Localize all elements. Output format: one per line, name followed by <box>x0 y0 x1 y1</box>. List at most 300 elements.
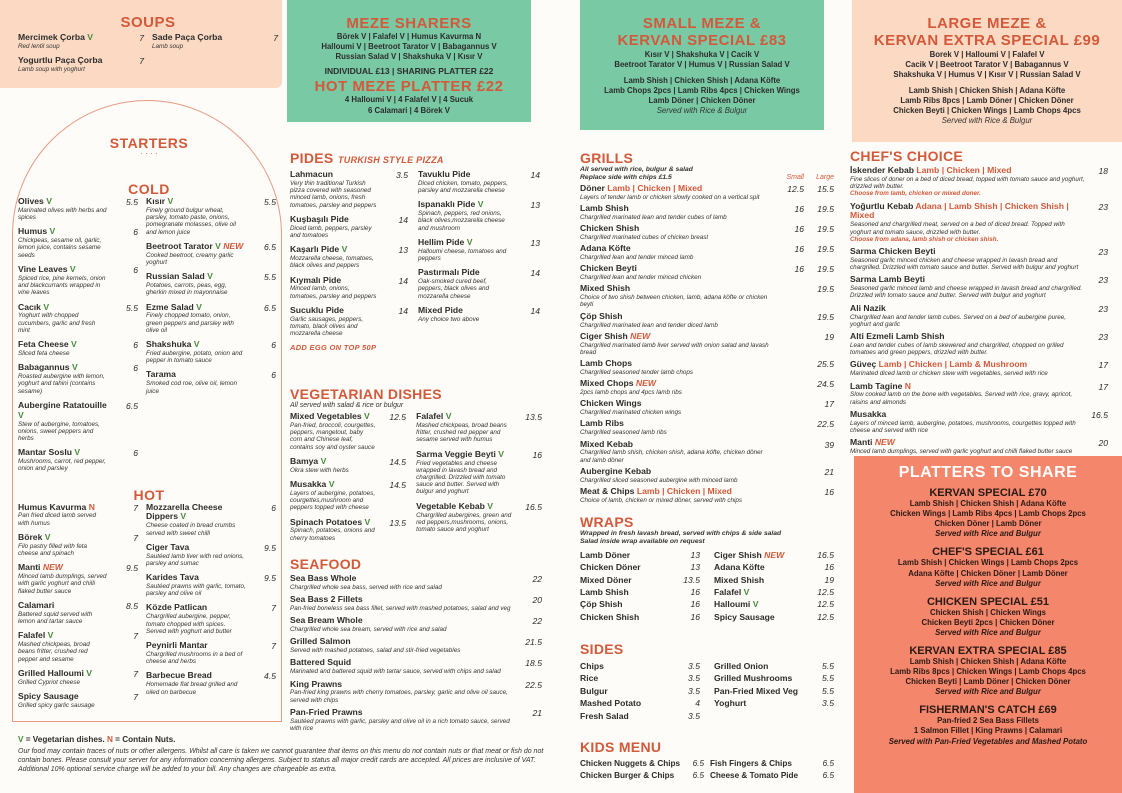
menu-item <box>418 306 540 323</box>
item-price: 16 <box>532 449 542 460</box>
item-desc: Potatoes, carrots, peas, egg, gherkin mixed in mayonnaise <box>146 282 228 297</box>
item-name: Ciger Tava <box>146 541 190 552</box>
item-price: 8.5 <box>126 600 138 611</box>
hot-title: HOT <box>133 486 165 503</box>
veg-tag: V <box>364 516 371 527</box>
item-name: Karides Tava <box>146 572 199 583</box>
item-desc: Any choice two above <box>418 315 480 323</box>
item-desc: Choice of lamb, chicken or mixed döner, served with chips <box>580 496 743 504</box>
menu-item <box>146 242 276 266</box>
item-name: Lamb Ribs <box>580 418 624 429</box>
item-name: Barbecue Bread <box>146 670 212 681</box>
item-desc: Roasted aubergine with lemon, yoghurt and tahini (contains sesame) <box>18 373 105 395</box>
item-desc: Filo pastry filled with feta cheese and spinach <box>18 542 87 558</box>
small-meze-title-2: KERVAN SPECIAL £83 <box>617 32 787 50</box>
item-name: Cheese & Tomato Pide <box>710 771 799 781</box>
item-name: Pan-Fried Mixed Veg <box>714 685 799 696</box>
item-name: Kısır <box>146 196 166 206</box>
platter-served: Served with Rice and Bulgur <box>935 529 1041 539</box>
item-desc: Grilled spicy garlic sausage <box>18 701 95 709</box>
nuts-tag: N <box>88 501 95 512</box>
vegetarian-section <box>290 386 542 548</box>
list-item <box>580 685 700 697</box>
chef-item <box>850 382 1108 406</box>
menu-item <box>18 563 138 595</box>
hot-meze-line: 6 Calamari | 4 Börek V <box>368 105 450 115</box>
list-item <box>714 611 834 623</box>
item-desc: Layers of aubergine, potatoes, courgettes,mushroom and peppers topped with cheese <box>290 489 376 512</box>
item-desc: Minced lamb dumplings, served with garlic yoghurt and chilli flaked butter sauce <box>850 448 1073 456</box>
veg-tag: V <box>71 339 77 350</box>
item-price: 14 <box>530 268 540 279</box>
item-price: 17 <box>1098 381 1108 392</box>
item-desc: Fine slices of doner on a bed of diced bread, topped with tomato sauce and yoghurt, drizzled with butter. <box>850 175 1085 191</box>
wraps-title: WRAPS <box>580 514 634 530</box>
item-price: 6.5 <box>692 771 704 781</box>
price-large: 39 <box>824 439 834 450</box>
platter-line: Chicken Shish | Chicken Wings <box>929 607 1047 617</box>
veg-tag: V <box>328 478 335 489</box>
price-large: 24.5 <box>817 379 834 390</box>
veg-tag: V <box>487 500 493 511</box>
grill-item <box>580 204 834 221</box>
menu-item <box>146 671 276 695</box>
new-badge: NEW <box>630 330 651 341</box>
item-desc: Oak-smoked cured beef, peppers, black olives and mozzarella cheese <box>418 278 490 300</box>
item-desc: Sliced feta cheese <box>18 349 70 357</box>
item-price: 12.5 <box>817 599 834 610</box>
item-name: Chicken Beyti <box>580 263 637 274</box>
menu-item <box>146 503 276 537</box>
new-badge: NEW <box>223 240 244 251</box>
item-name: Mixed Shish <box>714 574 765 585</box>
platter-line: Adana Köfte | Chicken Döner | Lamb Döner <box>908 568 1068 578</box>
item-desc: Chargrilled lean and tender lamb cubes. Served on a bed of aubergine puree, yoghurt and garlic <box>850 313 1066 328</box>
item-price: 5.5 <box>126 197 138 207</box>
hot-meze-title: HOT MEZE PLATTER £22 <box>314 78 504 96</box>
item-price: 14 <box>398 214 408 225</box>
legend-n: N <box>106 735 113 744</box>
item-name: Kuşbaşılı Pide <box>290 213 349 224</box>
item-desc: Chargrilled marinated lamb liver served with onion salad and lavash bread <box>580 341 769 356</box>
kids-item <box>580 770 704 782</box>
platter-line: Chicken Beyti 2pcs | Chicken Döner <box>921 617 1055 627</box>
item-desc: Served with mashed potatoes, salad and stir-fried vegetables <box>290 647 461 655</box>
item-name: Çöp Shish <box>580 599 623 610</box>
grills-title: GRILLS <box>580 150 634 166</box>
wraps-section <box>580 514 834 623</box>
menu-item <box>18 227 138 259</box>
menu-item <box>290 245 408 269</box>
menu-item <box>18 692 138 709</box>
item-price: 18.5 <box>525 658 542 669</box>
price-large: 19.5 <box>817 203 834 214</box>
platter-line: Chicken Döner | Lamb Döner <box>934 519 1042 529</box>
item-price: 14 <box>398 275 408 286</box>
small-meze-served: Served with Rice & Bulgur <box>656 106 748 116</box>
list-item <box>714 598 834 610</box>
platter <box>858 487 1118 538</box>
new-badge: NEW <box>42 562 63 573</box>
item-name: Pastırmalı Pide <box>418 267 480 278</box>
menu-item <box>18 669 138 686</box>
item-name: Mixed Chops <box>580 378 634 389</box>
item-name: Spicy Sausage <box>18 690 79 701</box>
meze-line: Börek V | Falafel V | Humus Kavurma N <box>336 32 482 41</box>
vegetarian-subtitle: All served with salad & rice or bulgur <box>290 402 404 409</box>
menu-item <box>290 306 408 338</box>
item-desc: Red lentil soup <box>18 42 60 50</box>
list-item <box>714 574 834 586</box>
item-desc: Halloumi cheese, tomatoes and peppers <box>418 247 507 263</box>
item-name: Yogurtlu Paça Çorba <box>18 55 103 66</box>
item-price: 7 <box>133 691 138 702</box>
item-desc: Chargrilled lean and tender minced chicken <box>580 274 702 282</box>
chef-item <box>850 166 1108 198</box>
item-price: 22.5 <box>525 679 542 690</box>
item-price: 3.5 <box>688 661 700 671</box>
item-desc: Slow cooked lamb on the bone with vegetables. Served with rice, gravy, apricot, raisins and almonds <box>850 391 1073 406</box>
hot-meze-line: 4 Halloumi V | 4 Falafel V | 4 Sucuk <box>344 95 474 105</box>
large-meze-line: Borek V | Halloumi V | Falafel V <box>929 49 1045 59</box>
seafood-item <box>290 595 542 612</box>
item-name: Adana Köfte <box>580 243 631 254</box>
item-price: 7 <box>133 532 138 543</box>
grill-item <box>580 264 834 281</box>
item-desc: Diced lamb, peppers, parsley and tomatoes <box>290 224 372 239</box>
cold-col-left <box>18 197 138 479</box>
kids-item <box>580 758 704 770</box>
item-price: 12.5 <box>389 412 407 423</box>
item-price: 9.5 <box>264 542 276 553</box>
menu-item <box>418 268 540 300</box>
grill-item <box>580 284 834 308</box>
seafood-item <box>290 574 542 591</box>
item-price: 6 <box>271 502 276 513</box>
veg-tag: V <box>743 586 750 597</box>
menu-item <box>290 457 406 474</box>
item-name: Grilled Mushrooms <box>714 673 793 684</box>
item-price: 5.5 <box>822 673 834 684</box>
new-badge: NEW <box>635 378 656 389</box>
large-meze-title-2: KERVAN EXTRA SPECIAL £99 <box>873 32 1101 50</box>
item-desc: Marinated diced lamb or chicken stew with vegetables, served with rice <box>850 370 1048 378</box>
item-price: 9.5 <box>264 573 276 584</box>
item-name: Rice <box>580 673 599 684</box>
item-name: Ispanaklı Pide <box>418 199 476 210</box>
item-desc: Chargrilled whole sea bass, served with rice and salad <box>290 583 442 591</box>
chef-item <box>850 275 1108 299</box>
pides-col-right <box>418 170 540 343</box>
item-name: Chicken Wings <box>580 398 642 409</box>
price-large: 19 <box>824 331 834 342</box>
item-desc: Fried vegetables and cheese wrapped in lavash bread and chargrilled. Drizzled with tomato sauce and butter. Served with bulgur and yoghurt <box>416 459 506 496</box>
menu-item <box>18 265 138 297</box>
item-price: 7 <box>139 33 144 43</box>
item-price: 7 <box>133 631 138 642</box>
veg-tag: V <box>86 667 93 678</box>
item-desc: Spiced rice, pine kernels, onion and blackcurrants wrapped in vine leaves <box>18 274 106 297</box>
list-item <box>714 586 834 598</box>
item-desc: Chargrilled marinated lean and tender diced lamb <box>580 321 718 329</box>
item-name: Cacık <box>18 301 41 312</box>
item-name: Mixed Kebab <box>580 438 634 449</box>
legend-n-text: = Contain Nuts. <box>112 735 176 744</box>
menu-item <box>18 601 138 625</box>
item-options: Adana | Lamb Shish | Chicken Shish | Mixed <box>850 200 1069 221</box>
item-name: Sucuklu Pide <box>290 304 344 315</box>
price-large: 21 <box>824 466 834 477</box>
item-name: Ciger Shish <box>580 330 628 341</box>
item-name: Sade Paça Çorba <box>152 32 223 42</box>
veg-tag: V <box>477 199 484 210</box>
grill-item <box>580 379 834 396</box>
footer <box>18 735 548 774</box>
item-name: Pan-Fried Prawns <box>290 706 363 717</box>
sides-col-right <box>714 660 834 722</box>
grill-item <box>580 184 834 201</box>
col-small-header: Small <box>786 173 804 181</box>
menu-item <box>290 215 408 239</box>
menu-item <box>18 503 138 527</box>
price-small: 16 <box>794 203 804 214</box>
veg-tag: V <box>193 339 200 350</box>
kids-item <box>710 770 834 782</box>
platter-line: Pan-fried 2 Sea Bass Fillets <box>937 716 1039 726</box>
item-desc: Mozzarella cheese, tomatoes, black olives and peppers <box>290 255 374 270</box>
item-name: Chicken Burger & Chips <box>580 771 675 781</box>
allergen-note: Our food may contain traces of nuts or other allergens. Whilst all care is taken we cannot guarantee that items on this menu do not contain nuts or that meat or fish do not contain bones. Please consult your server for any information concerning allergens. Subject to status all major credit cards are accepted. All prices are inclusive of VAT. Additional 10% optional service charge will be added to your bill. Any changes are chargeable as extra. <box>18 748 544 774</box>
price-large: 19.5 <box>817 244 834 255</box>
menu-item <box>18 303 138 335</box>
price-small: 16 <box>794 244 804 255</box>
item-name: Humus Kavurma <box>18 501 87 512</box>
item-desc: Grilled Cypriot cheese <box>18 678 80 686</box>
seafood-item <box>290 658 542 675</box>
item-desc: Sautéed lamb liver with red onions, parsley and sumac <box>146 552 245 567</box>
item-name: Calamari <box>18 599 55 610</box>
veg-tag: V <box>18 409 24 420</box>
item-desc: Yoghurt with chopped cucumbers, garlic and fresh mint <box>18 312 96 334</box>
grill-item <box>580 224 834 241</box>
seafood-section <box>290 556 542 736</box>
platter-line: Chicken Beyti | Lamb Döner | Chicken Döner <box>905 677 1071 687</box>
menu-item <box>146 573 276 597</box>
chef-item <box>850 247 1108 271</box>
kids-section <box>580 739 834 783</box>
item-choose: Choose from adana, lamb shish or chicken shish. <box>850 235 999 243</box>
item-name: Bulgur <box>580 685 608 696</box>
platter-served: Served with Rice and Bulgur <box>935 627 1041 637</box>
menu-item <box>418 238 540 262</box>
chef-item <box>850 410 1108 434</box>
item-desc: Sautéed prawns with garlic, parsley and olive oil in a rich tomato sauce, served with rice <box>290 717 510 732</box>
platters-section <box>858 464 1118 754</box>
item-desc: Garlic sausages, peppers, tomato, black olives and mozzarella cheese <box>290 315 364 338</box>
nuts-tag: N <box>904 380 911 391</box>
item-name: Chicken Shish <box>580 223 640 234</box>
seafood-item <box>290 708 542 732</box>
small-meze-line: Lamb Döner | Chicken Döner <box>648 96 756 105</box>
menu-item <box>416 412 542 444</box>
item-desc: Pan fried diced lamb served with humus <box>18 512 97 527</box>
item-name: Börek <box>18 531 43 542</box>
item-price: 3.5 <box>396 170 408 180</box>
list-item <box>580 697 700 709</box>
item-desc: Stew of aubergine, tomatoes, onions, sweet peppers and herbs <box>18 420 100 442</box>
legend-v-text: = Vegetarian dishes. <box>23 735 107 744</box>
chefs-list <box>850 166 1108 455</box>
veg-tag: V <box>466 236 473 247</box>
veg-tag: V <box>180 511 187 522</box>
item-desc: Chargrilled aubergines, green and red peppers,mushrooms, onions, tomato sauce and yoghurt <box>416 511 512 534</box>
item-price: 6 <box>271 370 276 381</box>
item-desc: Seasoned and chargrilled meat, served on a bed of diced bread. Topped with yoghurt and tomato sauce, drizzled with butter. <box>850 221 1065 236</box>
platter-line: Lamb Ribs 8pcs | Chicken Wings | Lamb Chops 4pcs <box>890 667 1086 676</box>
veg-tag: V <box>74 447 81 458</box>
price-large: 25.5 <box>817 359 834 370</box>
veg-col-right <box>416 412 542 548</box>
grill-item <box>580 467 834 484</box>
menu-item <box>290 412 406 451</box>
item-price: 13.5 <box>683 574 700 585</box>
list-item <box>714 672 834 684</box>
item-desc: Chickpeas, sesame oil, garlic, lemon juice, contains sesame seeds <box>18 237 102 259</box>
veg-col-left <box>290 412 406 548</box>
price-small: 12.5 <box>787 183 804 194</box>
starters-section <box>18 135 280 715</box>
list-item <box>580 574 700 586</box>
item-name: Feta Cheese <box>18 339 69 350</box>
grill-item <box>580 332 834 356</box>
item-price: 9.5 <box>126 563 138 574</box>
veg-tag: V <box>167 196 174 206</box>
price-large: 19.5 <box>817 264 834 275</box>
item-name: Ezme Salad <box>146 301 194 312</box>
menu-item <box>290 518 406 542</box>
pides-subtitle: TURKISH STYLE PIZZA <box>337 155 444 165</box>
seafood-item <box>290 637 542 654</box>
item-desc: Battered squid served with lemon and tartar sauce <box>18 610 93 625</box>
platter-title: CHEF'S SPECIAL £61 <box>932 546 1044 559</box>
platter-served: Served with Rice and Bulgur <box>935 578 1041 588</box>
item-price: 13 <box>398 245 408 256</box>
small-meze-line: Lamb Chops 2pcs | Lamb Ribs 4pcs | Chicken Wings <box>604 85 800 95</box>
large-meze-title: LARGE MEZE & <box>927 15 1047 32</box>
menu-item <box>18 533 138 557</box>
item-name: Babagannus <box>18 362 70 373</box>
wraps-col-left <box>580 549 700 624</box>
item-options: Lamb | Chicken | Mixed <box>607 182 703 193</box>
item-price: 13 <box>690 549 700 560</box>
item-desc: Layers of tender lamb or chicken slowly cooked on a vertical spit <box>580 193 760 201</box>
item-name: King Prawns <box>290 678 343 689</box>
veg-tag: V <box>71 362 78 373</box>
item-desc: Chargrilled whole sea bream, served with rice and salad <box>290 626 447 634</box>
platter-line: Chicken Wings | Lamb Ribs 4pcs | Lamb Chops 2pcs <box>890 509 1086 519</box>
item-name: Mercimek Çorba <box>18 32 85 42</box>
wraps-sub2: Salad inside wrap available on request <box>580 537 705 545</box>
grill-item <box>580 359 834 376</box>
seafood-title: SEAFOOD <box>290 556 362 572</box>
list-item <box>580 660 700 672</box>
item-name: Mantar Soslu <box>18 447 72 458</box>
item-desc: Seasoned garlic minced lamb and cheese wrapped in lavash bread and chargrilled. Drizzled with tomato sauce and butter. Served with bulgur and yoghurt <box>850 285 1083 300</box>
platter-served: Served with Pan-Fried Vegetables and Mashed Potato <box>888 736 1088 746</box>
item-desc: Chargrilled aubergine, pepper, tomato chopped with spices. Served with yoghurt and butter <box>146 613 232 635</box>
platter-title: KERVAN EXTRA SPECIAL £85 <box>909 644 1067 657</box>
item-name: Peynirli Mantar <box>146 640 208 651</box>
item-name: Halloumi <box>714 599 751 610</box>
item-name: Manti <box>850 437 873 448</box>
item-name: Yoghurt <box>714 698 747 709</box>
veg-tag: V <box>752 599 759 610</box>
dots-divider: · · · · <box>140 149 158 158</box>
item-name: Aubergine Kebab <box>580 465 652 476</box>
legend <box>18 735 548 744</box>
item-name: Kaşarlı Pide <box>290 244 340 255</box>
pides-col-left <box>290 170 408 343</box>
item-price: 16 <box>690 611 700 622</box>
item-desc: Marinated and battered squid with tartar sauce, served with chips and salad <box>290 668 501 676</box>
item-price: 3.5 <box>822 698 834 709</box>
item-price: 14 <box>398 305 408 316</box>
item-name: Lamb Döner <box>580 549 631 560</box>
item-name: Sea Bass 2 Fillets <box>290 594 363 605</box>
menu-item <box>146 272 276 296</box>
item-price: 3.5 <box>688 673 700 684</box>
item-price: 4 <box>695 698 700 709</box>
large-meze-line: Lamb Shish | Chicken Shish | Adana Köfte <box>908 85 1066 95</box>
item-desc: Finely ground bulgur wheat, parsley, tomato paste, onions, pomegranate molasses, olive oil and lemon juice <box>146 206 236 236</box>
item-price: 6.5 <box>264 302 276 313</box>
large-meze-line: Chicken Beyti | Chicken Wings | Lamb Chops 4pcs <box>893 106 1081 116</box>
price-large: 19.5 <box>817 224 834 235</box>
item-name: Lamb Chops <box>580 358 633 369</box>
list-item <box>714 685 834 697</box>
soups-section <box>18 14 278 79</box>
item-name: Falafel <box>714 586 742 597</box>
platter-served: Served with Rice and Bulgur <box>935 687 1041 697</box>
item-name: Döner <box>580 182 605 193</box>
item-price: 5.5 <box>264 272 276 283</box>
platters-title: PLATTERS TO SHARE <box>898 464 1078 481</box>
item-price: 23 <box>1098 303 1108 314</box>
item-desc: Chargrilled lamb shish, chicken shish, adana köfte, chicken döner and lamb döner <box>580 449 763 464</box>
price-large: 17 <box>824 399 834 410</box>
item-name: Lahmacun <box>290 169 333 179</box>
item-name: Mixed Pide <box>418 304 463 315</box>
platter <box>858 645 1118 696</box>
grills-list <box>580 184 834 504</box>
menu-item <box>416 450 542 496</box>
small-meze-line: Beetroot Tarator V | Humus V | Russian Salad V <box>614 59 790 69</box>
item-price: 6 <box>133 448 138 459</box>
soup-item <box>152 33 278 50</box>
veg-tag: V <box>341 244 348 255</box>
item-name: Sea Bass Whole <box>290 573 357 583</box>
veg-tag: V <box>46 196 52 206</box>
item-desc: Smoked cod roe, olive oil, lemon juice <box>146 380 238 395</box>
seafood-list <box>290 574 542 732</box>
grills-sub2: Replace side with chips £1.5 <box>580 173 672 181</box>
item-price: 5.5 <box>822 661 834 671</box>
item-price: 16 <box>690 586 700 597</box>
item-desc: Okra stew with herbs <box>290 466 349 474</box>
item-price: 18 <box>1098 166 1108 176</box>
pides-section <box>290 150 542 352</box>
item-name: Hellim Pide <box>418 236 465 247</box>
